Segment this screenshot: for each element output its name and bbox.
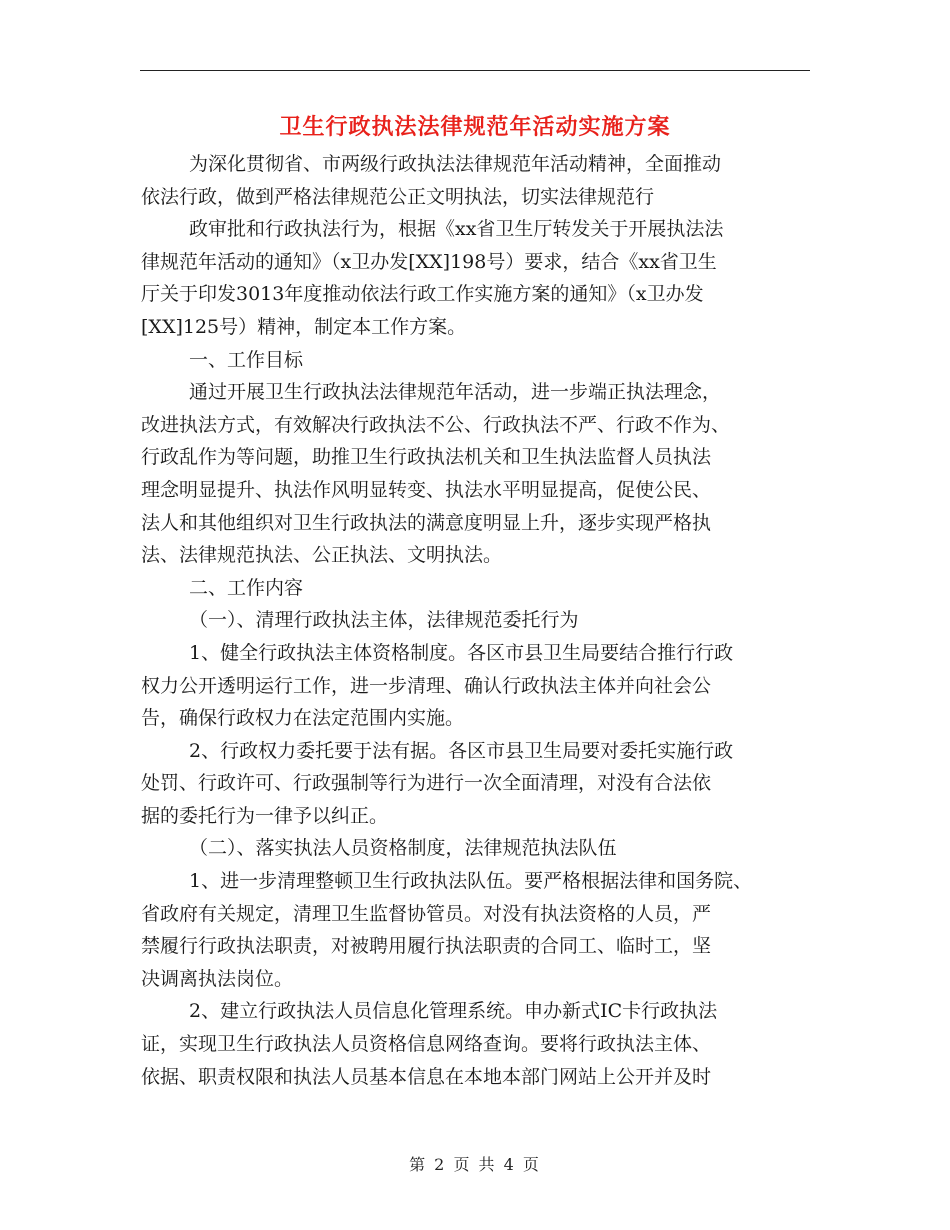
paragraph-line: 据的委托行为一律予以纠正。: [141, 804, 389, 827]
document-title: 卫生行政执法法律规范年活动实施方案: [279, 114, 671, 140]
paragraph-line: 通过开展卫生行政执法法律规范年活动，进一步端正执法理念，: [189, 381, 722, 404]
section-heading: 一、工作目标: [189, 348, 304, 371]
document-body: [141, 148, 811, 1093]
paragraph-line: 2、建立行政执法人员信息化管理系统。申办新式IC卡行政执法: [189, 1000, 718, 1023]
paragraph-line: 处罚、行政许可、行政强制等行为进行一次全面清理，对没有合法依: [141, 772, 712, 795]
paragraph-line: 为深化贯彻省、市两级行政执法法律规范年活动精神，全面推动: [189, 153, 722, 175]
paragraph-line: 决调离执法岗位。: [141, 967, 294, 990]
paragraph-line: [XX]125号）精神，制定本工作方案。: [141, 315, 467, 338]
paragraph-line: 告，确保行政权力在法定范围内实施。: [141, 707, 465, 730]
paragraph-line: 法、法律规范执法、公正执法、文明执法。: [141, 544, 503, 567]
paragraph-line: 证，实现卫生行政执法人员资格信息网络查询。要将行政执法主体、: [141, 1033, 712, 1056]
paragraph-line: 法人和其他组织对卫生行政执法的满意度明显上升，逐步实现严格执: [141, 511, 712, 534]
paragraph-line: 依法行政，做到严格法律规范公正文明执法，切实法律规范行: [141, 185, 655, 208]
paragraph-line: 行政乱作为等问题，助推卫生行政执法机关和卫生执法监督人员执法: [141, 446, 712, 469]
paragraph-line: 厅关于印发3013年度推动依法行政工作实施方案的通知》（x卫办发: [141, 283, 704, 306]
paragraph-line: 理念明显提升、执法作风明显转变、执法水平明显提高，促使公民、: [141, 478, 712, 501]
paragraph-line: 省政府有关规定，清理卫生监督协管员。对没有执法资格的人员，严: [141, 902, 712, 925]
paragraph-line: 律规范年活动的通知》（x卫办发[XX]198号）要求，结合《xx省卫生: [141, 250, 717, 273]
paragraph-line: 依据、职责权限和执法人员基本信息在本地本部门网站上公开并及时: [141, 1065, 712, 1088]
paragraph-line: 2、行政权力委托要于法有据。各区市县卫生局要对委托实施行政: [189, 739, 734, 762]
subsection-heading: （一）、清理行政执法主体，法律规范委托行为: [189, 609, 579, 632]
paragraph-line: 1、进一步清理整顿卫生行政执法队伍。要严格根据法律和国务院、: [189, 870, 753, 893]
paragraph-line: 政审批和行政执法行为，根据《xx省卫生厅转发关于开展执法法: [189, 218, 724, 241]
subsection-heading: （二）、落实执法人员资格制度，法律规范执法队伍: [189, 837, 617, 860]
page-number-footer: 第 2 页 共 4 页: [409, 1155, 541, 1174]
header-rule: [140, 70, 810, 71]
paragraph-line: 禁履行行政执法职责，对被聘用履行执法职责的合同工、临时工，坚: [141, 935, 712, 958]
section-heading: 二、工作内容: [189, 576, 304, 599]
paragraph-line: 权力公开透明运行工作，进一步清理、确认行政执法主体并向社会公: [141, 674, 712, 697]
paragraph-line: 1、健全行政执法主体资格制度。各区市县卫生局要结合推行行政: [189, 641, 734, 664]
paragraph-line: 改进执法方式，有效解决行政执法不公、行政执法不严、行政不作为、: [141, 413, 731, 436]
